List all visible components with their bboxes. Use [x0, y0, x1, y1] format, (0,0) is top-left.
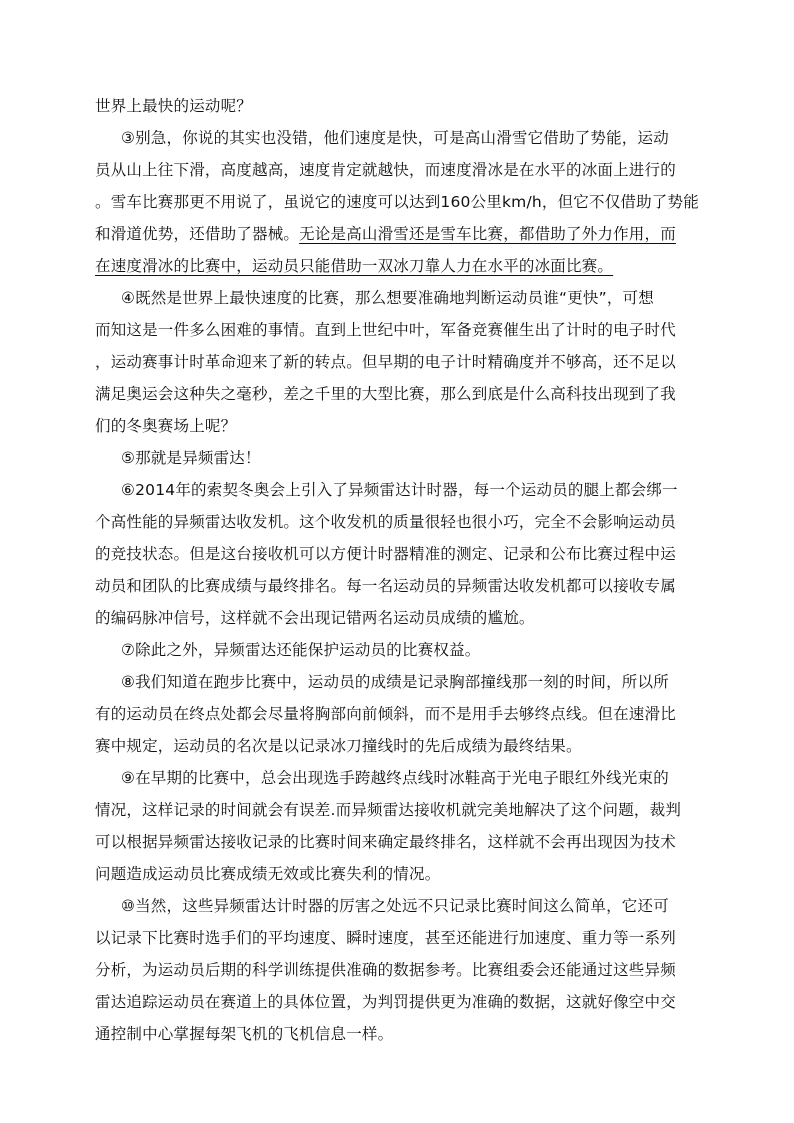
text-line: 动员和团队的比赛成绩与最终排名。每一名运动员的异频雷达收发机都可以接收专属 [95, 577, 676, 595]
text-line: 赛中规定，运动员的名次是以记录冰刀撞线时的先后成绩为最终结果。 [95, 737, 582, 755]
paragraph-7-line: ⑦除此之外，异频雷达还能保护运动员的比赛权益。 [121, 641, 481, 659]
text-line [95, 218, 700, 250]
text-line: 情况，这样记录的时间就会有误差.而异频雷达接收机就完美地解决了这个问题，裁判 [95, 801, 682, 819]
text-line [95, 250, 700, 282]
underlined-sentence: 在速度滑冰的比赛中，运动员只能借助一双冰刀靠人力在水平的冰面比赛。 [95, 257, 614, 275]
text-line: 雷达追踪运动员在赛道上的具体位置，为判罚提供更为准确的数据，这就好像空中交 [95, 993, 676, 1011]
paragraph-4-line: ④既然是世界上最快速度的比赛，那么想要准确地判断运动员谁“更快”，可想 [121, 289, 654, 307]
text-line: 世界上最快的运动呢？ [95, 97, 253, 115]
text-line: 有的运动员在终点处都会尽量将胸部向前倾斜，而不是用手去够终点线。但在速滑比 [95, 705, 676, 723]
text-line: 个高性能的异频雷达收发机。这个收发机的质量很轻也很小巧，完全不会影响运动员 [95, 513, 676, 531]
text-line: 员从山上往下滑，高度越高，速度肯定就越快，而速度滑冰是在水平的冰面上进行的 [95, 161, 676, 179]
text-line: 问题造成运动员比赛成绩无效或比赛失利的情况。 [95, 865, 441, 883]
text-line: 而知这是一件多么困难的事情。直到上世纪中叶，军备竞赛催生出了计时的电子时代 [95, 321, 676, 339]
text-line: 可以根据异频雷达接收记录的比赛时间来确定最终排名，这样就不会再出现因为技术 [95, 833, 676, 851]
text-line: 通控制中心掌握每架飞机的飞机信息一样。 [95, 1025, 394, 1043]
paragraph-10-line: ⑩当然，这些异频雷达计时器的厉害之处远不只记录比赛时间这么简单，它还可 [121, 897, 669, 915]
text-line: 们的冬奥赛场上呢？ [95, 417, 237, 435]
paragraph-6-line: ⑥2014年的索契冬奥会上引入了异频雷达计时器，每一个运动员的腿上都会绑一 [121, 481, 678, 499]
underlined-sentence: 无论是高山滑雪还是雪车比赛，都借助了外力作用，而 [299, 225, 676, 243]
paragraph-3-line: ③别急，你说的其实也没错，他们速度是快，可是高山滑雪它借助了势能，运动 [121, 129, 669, 147]
text-line: 的编码脉冲信号，这样就不会出现记错两名运动员成绩的尴尬。 [95, 609, 535, 627]
paragraph-8-line: ⑧我们知道在跑步比赛中，运动员的成绩是记录胸部撞线那一刻的时间，所以所 [121, 673, 669, 691]
paragraph-9-line: ⑨在早期的比赛中，总会出现选手跨越终点线时冰鞋高于光电子眼红外线光束的 [121, 769, 669, 787]
text-line: 的竞技状态。但是这台接收机可以方便计时器精准的测定、记录和公布比赛过程中运 [95, 545, 676, 563]
text-line: ，运动赛事计时革命迎来了新的转点。但早期的电子计时精确度并不够高，还不足以 [95, 353, 676, 371]
paragraph-5-line: ⑤那就是异频雷达！ [121, 449, 261, 467]
text-line: 分析，为运动员后期的科学训练提供准确的数据参考。比赛组委会还能通过这些异频 [95, 961, 676, 979]
text-line: 满足奥运会这种失之毫秒，差之千里的大型比赛，那么到底是什么高科技出现到了我 [95, 385, 676, 403]
document-body [95, 90, 700, 1050]
text-line: 以记录下比赛时选手们的平均速度、瞬时速度，甚至还能进行加速度、重力等一系列 [95, 929, 676, 947]
text-segment: 和滑道优势，还借助了器械。 [95, 225, 300, 243]
text-line: 。雪车比赛那更不用说了，虽说它的速度可以达到160公里km/h，但它不仅借助了势能 [95, 193, 699, 211]
